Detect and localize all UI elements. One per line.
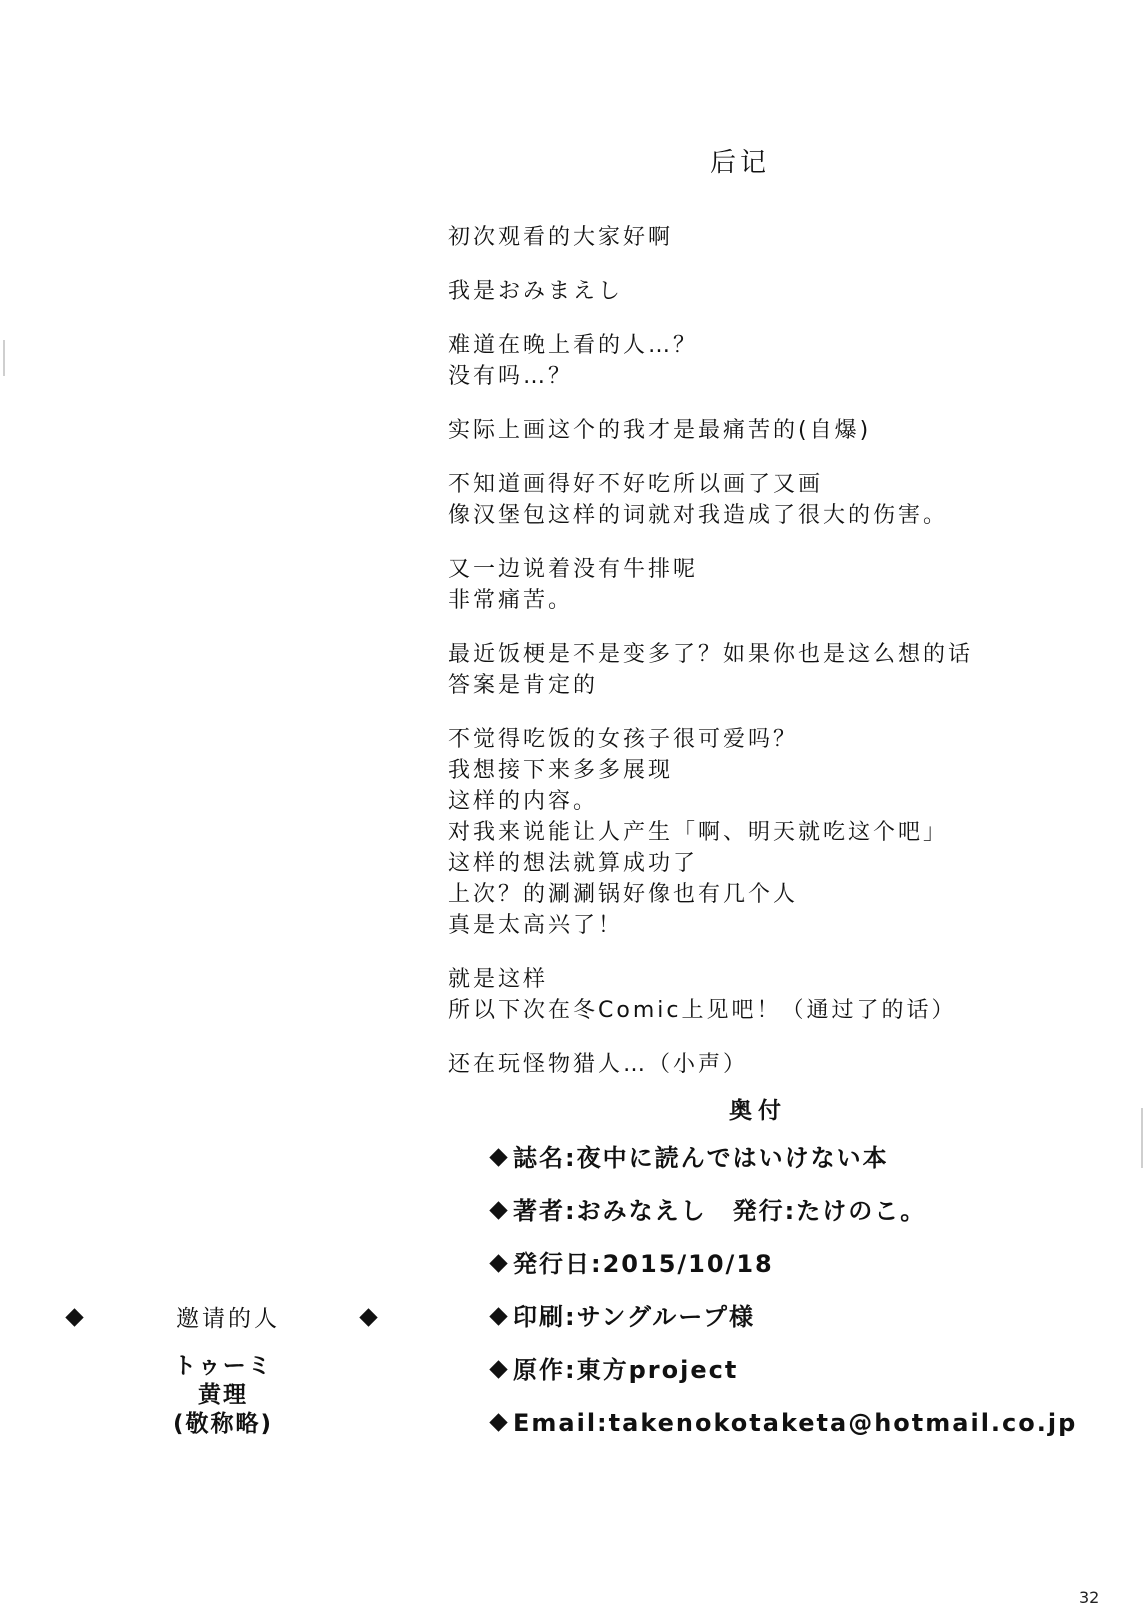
- afterword-paragraph: [448, 415, 1108, 446]
- afterword-title: 后记: [709, 148, 770, 178]
- colophon-row-text: 原作:東方project: [513, 1356, 739, 1384]
- afterword-paragraph: [448, 724, 1108, 941]
- colophon-row: [488, 1246, 1128, 1299]
- afterword-line: 初次观看的大家好啊: [448, 225, 674, 250]
- afterword-line: 不觉得吃饭的女孩子很可爱吗？: [448, 727, 799, 752]
- colophon-title: 奥付: [729, 1098, 787, 1124]
- afterword-line: 上次？的涮涮锅好像也有几个人: [448, 882, 799, 907]
- afterword-paragraph: [448, 276, 1108, 307]
- afterword-line: 这样的想法就算成功了: [448, 851, 699, 876]
- colophon-row-text: Email:takenokotaketa@hotmail.co.jp: [513, 1409, 1078, 1437]
- scan-edge-mark: [3, 340, 5, 376]
- afterword-line: 没有吗…？: [448, 364, 574, 389]
- colophon-row: [488, 1140, 1128, 1193]
- afterword-paragraph: [448, 1049, 1108, 1080]
- invited-name: (敬称略): [172, 1411, 274, 1437]
- afterword-line: 又一边说着没有牛排呢: [448, 557, 699, 582]
- afterword-paragraph: [448, 964, 1108, 1026]
- invited-names: [148, 1352, 298, 1439]
- afterword-paragraph: [448, 330, 1108, 392]
- afterword-line: 非常痛苦。: [448, 588, 574, 613]
- colophon-row: [488, 1193, 1128, 1246]
- colophon-row: [488, 1299, 1128, 1352]
- diamond-bullet-icon: [359, 1308, 377, 1326]
- colophon-row: [488, 1352, 1128, 1405]
- afterword-line: 这样的内容。: [448, 789, 599, 814]
- afterword-line: 答案是肯定的: [448, 673, 599, 698]
- diamond-bullet-icon: [489, 1254, 507, 1272]
- diamond-bullet-icon: [489, 1360, 507, 1378]
- afterword-paragraph: [448, 554, 1108, 616]
- colophon-row-text: 発行日:2015/10/18: [513, 1250, 774, 1278]
- afterword-line: 我想接下来多多展现: [448, 758, 674, 783]
- afterword-body: [448, 222, 1108, 1103]
- afterword-line: 还在玩怪物猎人…（小声）: [448, 1052, 749, 1077]
- colophon-row-text: 印刷:サングループ様: [513, 1303, 755, 1331]
- afterword-line: 最近饭梗是不是变多了？如果你也是这么想的话: [448, 642, 974, 667]
- diamond-bullet-icon: [489, 1413, 507, 1431]
- colophon-row-text: 著者:おみなえし 発行:たけのこ。: [513, 1197, 927, 1225]
- invited-name: トゥーミ: [173, 1353, 273, 1379]
- afterword-line: 像汉堡包这样的词就对我造成了很大的伤害。: [448, 503, 949, 528]
- invited-name: 黄理: [198, 1382, 248, 1408]
- afterword-paragraph: [448, 639, 1108, 701]
- afterword-line: 我是おみまえし: [448, 279, 624, 304]
- afterword-paragraph: [448, 469, 1108, 531]
- colophon-list: [488, 1140, 1128, 1458]
- afterword-line: 就是这样: [448, 967, 549, 992]
- colophon-row-text: 誌名:夜中に読んではいけない本: [513, 1144, 889, 1172]
- afterword-paragraph: [448, 222, 1108, 253]
- invited-title: 邀请的人: [176, 1306, 280, 1332]
- diamond-bullet-icon: [489, 1201, 507, 1219]
- afterword-line: 对我来说能让人产生「啊、明天就吃这个吧」: [448, 820, 949, 845]
- afterword-line: 实际上画这个的我才是最痛苦的(自爆): [448, 418, 872, 443]
- afterword-line: 难道在晚上看的人…？: [448, 333, 699, 358]
- page-number: 32: [1079, 1588, 1100, 1607]
- scan-edge-mark: [1141, 1108, 1143, 1168]
- diamond-bullet-icon: [489, 1307, 507, 1325]
- afterword-line: 不知道画得好不好吃所以画了又画: [448, 472, 824, 497]
- colophon-row: [488, 1405, 1128, 1458]
- afterword-line: 所以下次在冬Comic上见吧！（通过了的话）: [448, 998, 957, 1023]
- diamond-bullet-icon: [65, 1308, 83, 1326]
- invited-header: [58, 1300, 398, 1334]
- diamond-bullet-icon: [489, 1148, 507, 1166]
- afterword-line: 真是太高兴了！: [448, 913, 624, 938]
